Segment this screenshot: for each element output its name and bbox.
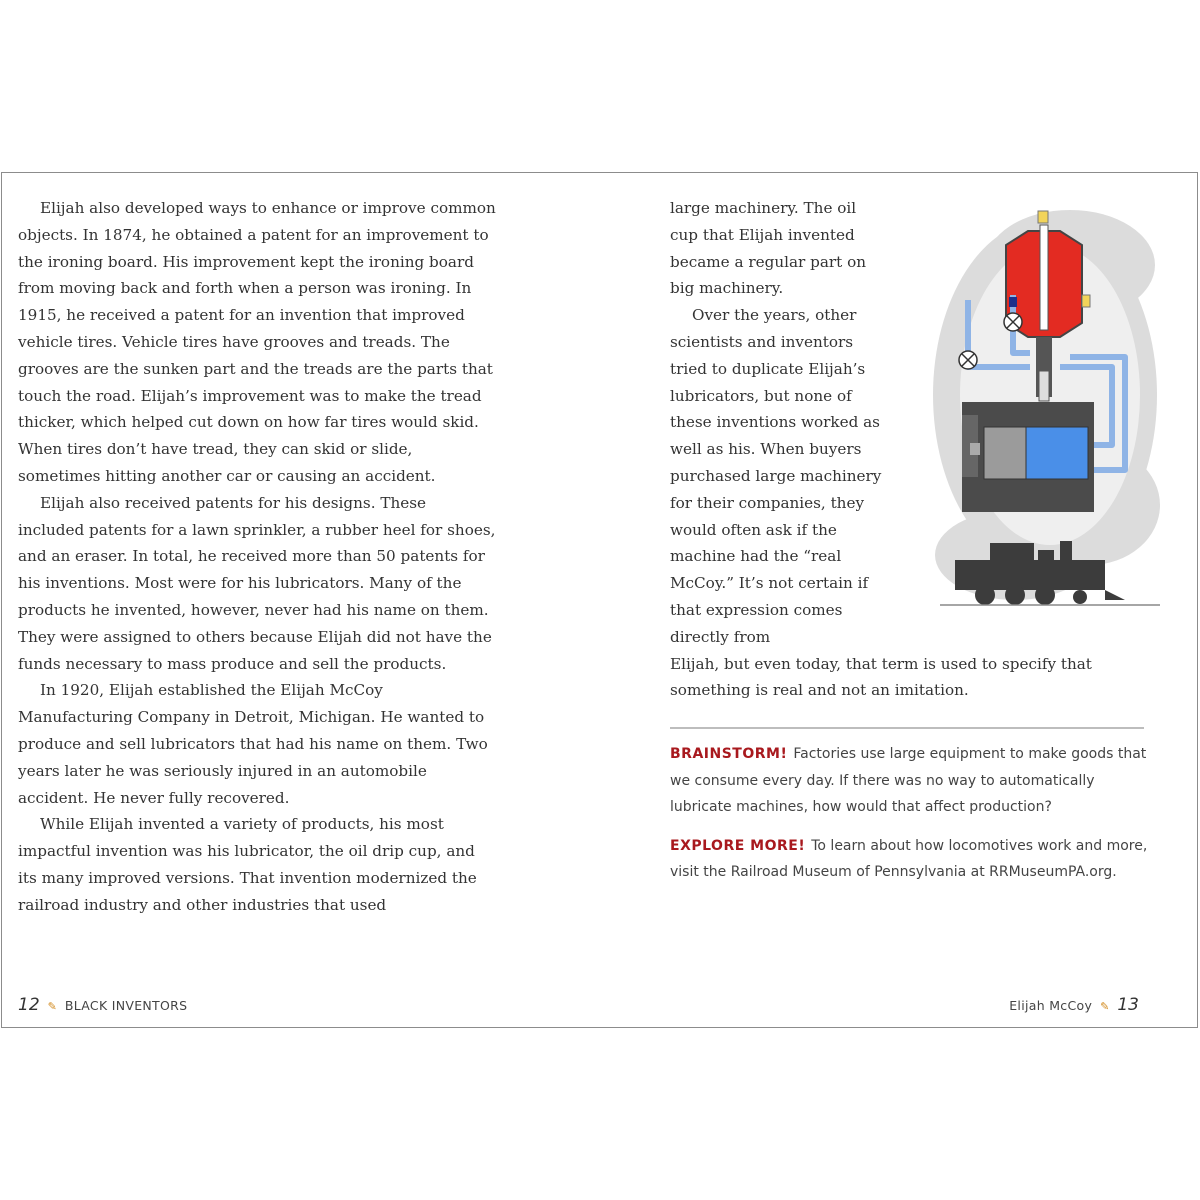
brainstorm-paragraph	[670, 741, 1150, 821]
cylinder-block-shape	[962, 402, 1094, 512]
brainstorm-text: Factories use large equipment to make goods that we consume every day. If there was no way to automatically lubricate machines, how would that affect production?	[670, 746, 1147, 815]
right-folio	[1009, 995, 1139, 1015]
section-divider	[670, 727, 1144, 729]
lubricator-illustration	[920, 195, 1170, 615]
body-paragraph-continued: Elijah, but even today, that term is used to specify that something is real and not an imitation.	[670, 654, 1092, 700]
folio-ornament-icon: ✎	[1100, 1000, 1110, 1013]
page-number: 13	[1117, 995, 1139, 1015]
left-page-text	[18, 195, 496, 919]
explore-text: To learn about how locomotives work and more, visit the Railroad Museum of Pennsylvania at RRMuseumPA.org.	[670, 837, 1148, 880]
body-paragraph: While Elijah invented a variety of products, his most impactful invention was his lubricator, the oil drip cup, and its many improved versions. That invention modernized the railroad industry and other industries that used	[18, 815, 477, 914]
body-paragraph: large machinery. The oil cup that Elijah invented became a regular part on big machinery.	[670, 199, 867, 298]
brainstorm-label: BRAINSTORM!	[670, 746, 788, 762]
explore-paragraph	[670, 833, 1150, 886]
body-paragraph: In 1920, Elijah established the Elijah McCoy Manufacturing Company in Detroit, Michigan. He wanted to produce and sell lubricators that had his name on them. Two years later he was seriously injured in an automobile accident. He never fully recovered.	[18, 681, 488, 807]
left-folio	[18, 995, 187, 1015]
running-head: Elijah McCoy	[1009, 998, 1093, 1013]
page-number: 12	[18, 995, 40, 1015]
running-head: BLACK INVENTORS	[64, 998, 188, 1013]
folio-ornament-icon: ✎	[47, 1000, 57, 1013]
explore-label: EXPLORE MORE!	[670, 837, 806, 854]
body-paragraph: Over the years, other scientists and inventors tried to duplicate Elijah’s lubricators, but none of these inventions worked as well as his. When buyers purchased large machinery for their companies, they would often ask if the machine had the “real McCoy.” It’s not certain if that expression comes directly from	[670, 306, 882, 646]
body-paragraph: Elijah also developed ways to enhance or improve common objects. In 1874, he obtained a patent for an improvement to the ironing board. His improvement kept the ironing board from moving back and forth when a person was ironing. In 1915, he received a patent for an invention that improved vehicle tires. Vehicle tires have grooves and treads. The grooves are the sunken part and the treads are the parts that touch the road. Elijah’s improvement was to make the tread thicker, which helped cut down on how far tires would skid. When tires don’t have tread, they can skid or slide, sometimes hitting another car or causing an accident.	[18, 199, 496, 485]
book-spread	[1, 172, 1198, 1028]
sidebar-box	[670, 741, 1150, 898]
body-paragraph: Elijah also received patents for his designs. These included patents for a lawn sprinkler, a rubber heel for shoes, and an eraser. In total, he received more than 50 patents for his inventions. Most were for his lubricators. Many of the products he invented, however, never had his name on them. They were assigned to others because Elijah did not have the funds necessary to mass produce and sell the products.	[18, 493, 496, 673]
